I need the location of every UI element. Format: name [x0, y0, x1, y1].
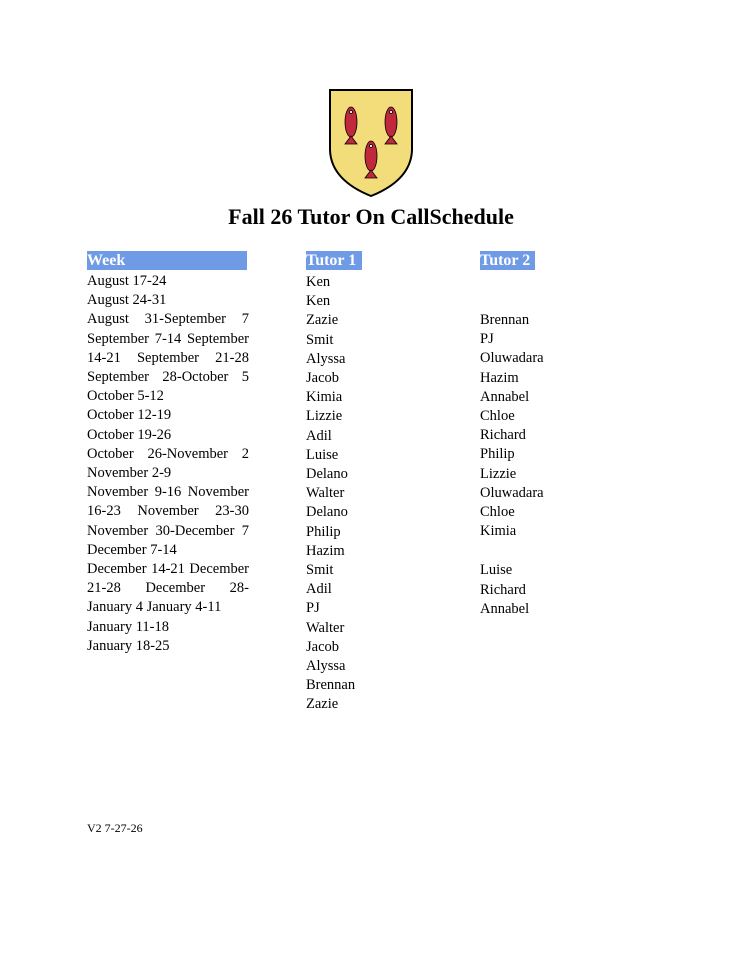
crest-logo	[327, 88, 415, 198]
tutor1-name: Jacob	[306, 370, 340, 387]
week-line: October 12-19	[87, 407, 172, 424]
tutor1-name: Hazim	[306, 542, 345, 559]
tutor2-name: Philip	[480, 446, 515, 463]
week-column	[87, 272, 249, 656]
week-line: August 31-September 7	[87, 311, 249, 328]
tutor2-gap	[480, 541, 544, 561]
tutor1-name: Ken	[306, 274, 331, 290]
week-line: September 28-October 5	[87, 369, 249, 386]
week-line: January 18-25	[87, 637, 170, 654]
week-line: October 26-November 2	[87, 445, 249, 462]
page-title: Fall 26 Tutor On CallSchedule	[228, 204, 514, 229]
column-header-tutor1: Tutor 1	[306, 252, 357, 269]
tutor2-name: Oluwadara	[480, 350, 544, 367]
tutor1-name: Lizzie	[306, 408, 343, 425]
tutor2-name: Oluwadara	[480, 484, 544, 501]
week-line: 16-23 November 23-30	[87, 503, 249, 520]
tutor1-name: Ken	[306, 293, 331, 310]
column-header-tutor2: Tutor 2	[480, 252, 531, 269]
tutor1-name: Kimia	[306, 389, 343, 406]
tutor1-name: Jacob	[306, 638, 340, 655]
week-line: 21-28 December 28-	[87, 580, 249, 597]
tutor2-name: Chloe	[480, 504, 515, 521]
tutor1-name: Alyssa	[306, 658, 346, 675]
tutor1-name: Zazie	[306, 312, 339, 329]
tutor2-name: Annabel	[480, 388, 530, 405]
week-line: September 7-14 September	[87, 330, 249, 347]
week-line: November 30-December 7	[87, 522, 249, 539]
week-line: January 11-18	[87, 618, 170, 635]
week-line: December 14-21 December	[87, 561, 249, 578]
tutor2-name: PJ	[480, 331, 494, 348]
tutor1-name: Alyssa	[306, 350, 346, 367]
week-line: August 24-31	[87, 292, 167, 309]
tutor2-name: Hazim	[480, 369, 519, 386]
tutor2-name: Annabel	[480, 600, 530, 617]
week-line: 14-21 September 21-28	[87, 349, 249, 366]
tutor1-name: Delano	[306, 504, 348, 521]
version-note: V2 7-27-26	[87, 821, 143, 835]
tutor1-column	[306, 273, 355, 715]
week-line: October 19-26	[87, 426, 172, 443]
tutor2-name: Luise	[480, 562, 513, 579]
week-line: November 2-9	[87, 465, 172, 482]
tutor1-name: Walter	[306, 485, 345, 502]
week-line: October 5-12	[87, 388, 164, 405]
tutor1-name: Luise	[306, 446, 339, 463]
tutor1-name: Philip	[306, 523, 341, 540]
tutor1-name: Adil	[306, 427, 332, 444]
tutor1-name: Brennan	[306, 677, 356, 694]
tutor1-name: PJ	[306, 600, 320, 617]
tutor2-name: Chloe	[480, 408, 515, 425]
tutor1-name: Smit	[306, 331, 334, 348]
tutor2-name: Richard	[480, 581, 526, 598]
header-week	[87, 251, 247, 270]
tutor2-name: Kimia	[480, 523, 517, 540]
tutor2-name: Brennan	[480, 312, 530, 328]
tutor2-name: Richard	[480, 427, 526, 444]
tutor1-name: Smit	[306, 562, 334, 579]
tutor2-column	[480, 311, 544, 619]
column-header-week: Week	[87, 252, 126, 269]
tutor1-name: Zazie	[306, 696, 339, 713]
tutor1-name: Delano	[306, 466, 348, 483]
week-line: January 4 January 4-11	[87, 599, 222, 616]
week-line: August 17-24	[87, 273, 167, 289]
tutor1-name: Adil	[306, 581, 332, 598]
tutor2-name: Lizzie	[480, 465, 517, 482]
header-tutor1	[306, 251, 362, 270]
week-line: December 7-14	[87, 541, 177, 558]
header-tutor2	[480, 251, 535, 270]
week-line: November 9-16 November	[87, 484, 249, 501]
tutor1-name: Walter	[306, 619, 345, 636]
